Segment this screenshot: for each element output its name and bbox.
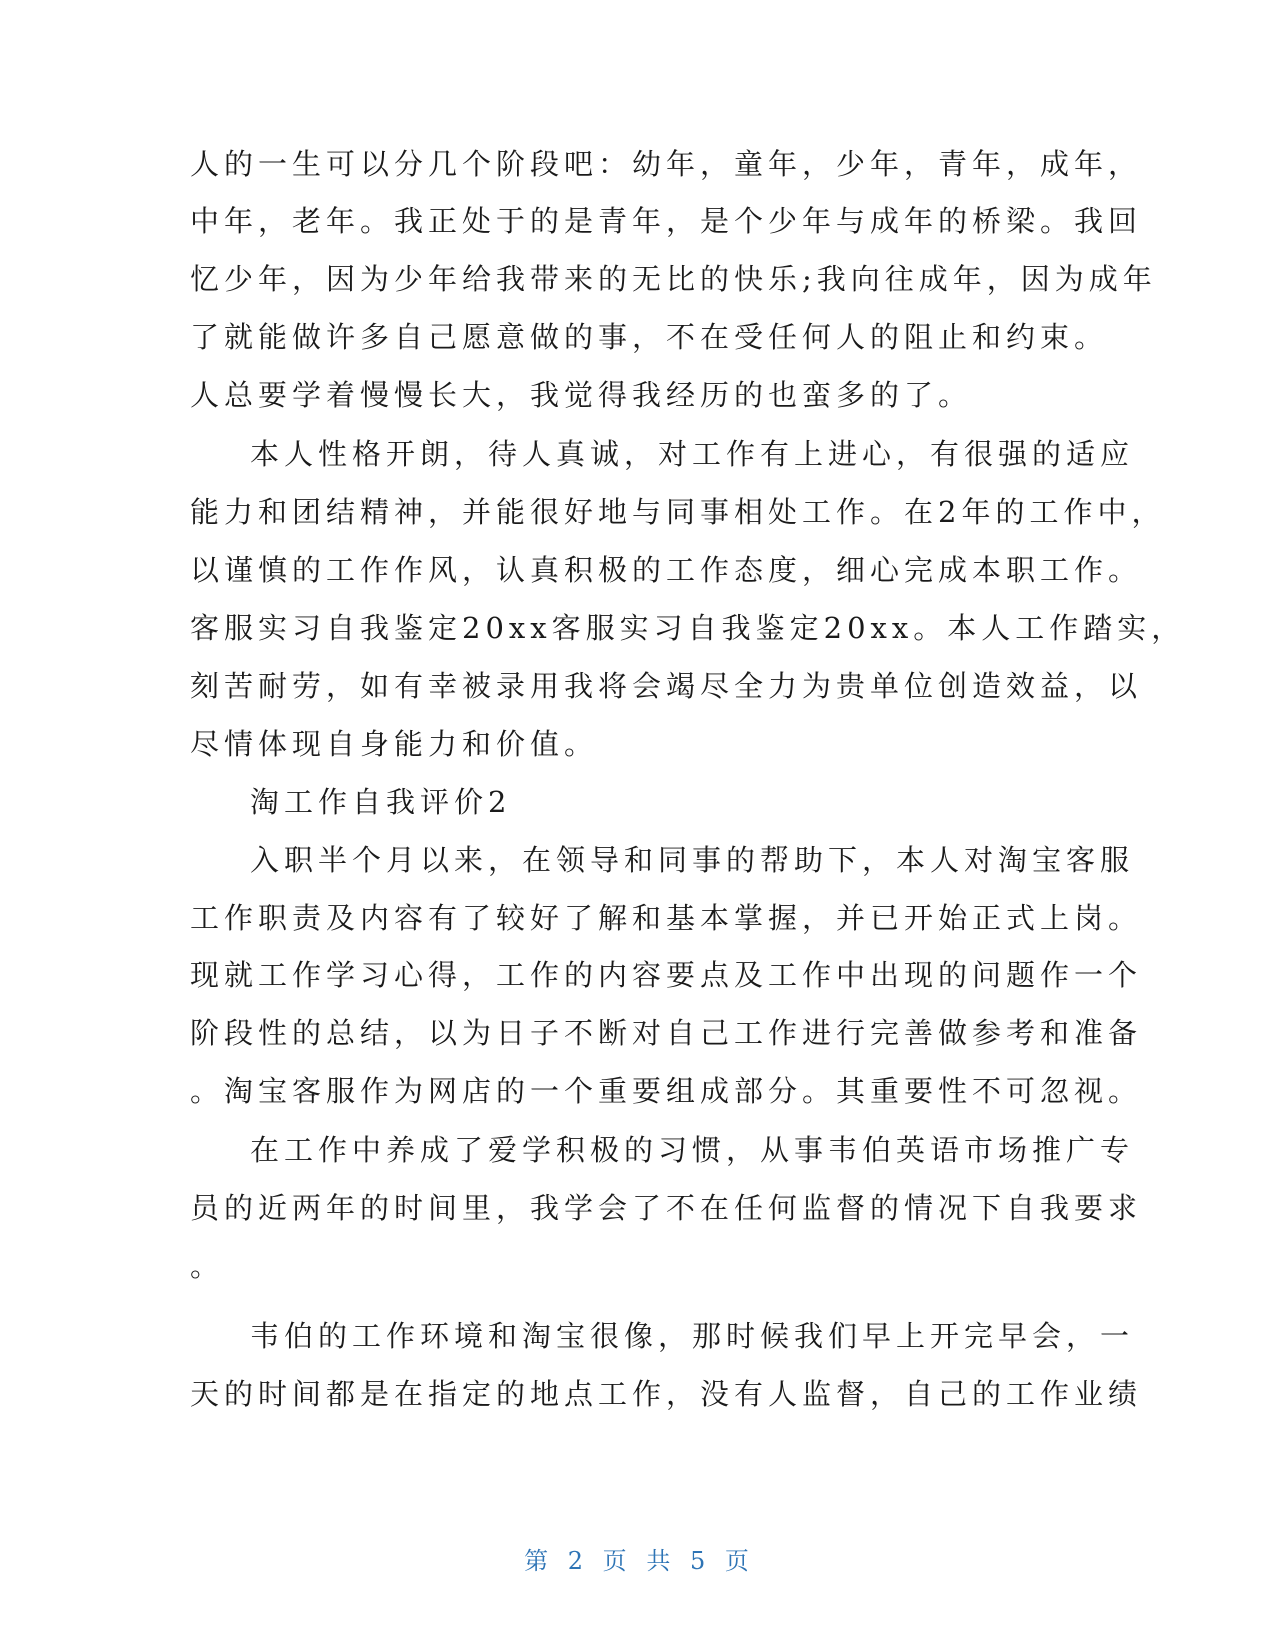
text-line: 。淘宝客服作为网店的一个重要组成部分。其重要性不可忽视。 bbox=[190, 1074, 1143, 1108]
text-line: 中年，老年。我正处于的是青年，是个少年与成年的桥梁。我回 bbox=[190, 204, 1143, 238]
text-line: 阶段性的总结，以为日子不断对自己工作进行完善做参考和准备 bbox=[190, 1016, 1143, 1050]
text-line: 能力和团结精神，并能很好地与同事相处工作。在2年的工作中， bbox=[190, 495, 1166, 529]
text-line: 了就能做许多自己愿意做的事，不在受任何人的阻止和约束。 bbox=[190, 320, 1109, 354]
footer-current-page: 2 bbox=[567, 1547, 586, 1575]
footer-prefix: 第 bbox=[524, 1547, 551, 1575]
footer-total-pages: 5 bbox=[689, 1547, 708, 1575]
text-line: 人总要学着慢慢长大，我觉得我经历的也蛮多的了。 bbox=[190, 378, 973, 412]
text-line: 工作职责及内容有了较好了解和基本掌握，并已开始正式上岗。 bbox=[190, 901, 1143, 935]
text-line: 韦伯的工作环境和淘宝很像，那时候我们早上开完早会，一 bbox=[250, 1319, 1135, 1353]
text-line: 入职半个月以来，在领导和同事的帮助下，本人对淘宝客服 bbox=[250, 843, 1135, 877]
page-number-footer bbox=[0, 1546, 1275, 1576]
footer-page-label: 页 bbox=[602, 1547, 629, 1575]
text-line: 天的时间都是在指定的地点工作，没有人监督，自己的工作业绩 bbox=[190, 1377, 1143, 1411]
text-line: 。 bbox=[190, 1249, 225, 1283]
text-line: 本人性格开朗，待人真诚，对工作有上进心，有很强的适应 bbox=[250, 437, 1135, 471]
text-line: 现就工作学习心得，工作的内容要点及工作中出现的问题作一个 bbox=[190, 958, 1143, 992]
text-line: 忆少年，因为少年给我带来的无比的快乐;我向往成年，因为成年 bbox=[190, 262, 1157, 296]
text-line: 尽情体现自身能力和价值。 bbox=[190, 727, 599, 761]
text-line: 在工作中养成了爱学积极的习惯，从事韦伯英语市场推广专 bbox=[250, 1133, 1135, 1167]
text-line: 以谨慎的工作作风，认真积极的工作态度，细心完成本职工作。 bbox=[190, 553, 1143, 587]
footer-suffix: 页 bbox=[724, 1547, 751, 1575]
text-line: 员的近两年的时间里，我学会了不在任何监督的情况下自我要求 bbox=[190, 1191, 1143, 1225]
text-line: 刻苦耐劳，如有幸被录用我将会竭尽全力为贵单位创造效益，以 bbox=[190, 669, 1143, 703]
footer-total-label: 共 bbox=[646, 1547, 673, 1575]
text-line: 客服实习自我鉴定20xx客服实习自我鉴定20xx。本人工作踏实， bbox=[190, 611, 1186, 645]
section-heading: 淘工作自我评价2 bbox=[250, 785, 512, 819]
text-line: 人的一生可以分几个阶段吧：幼年，童年，少年，青年，成年， bbox=[190, 147, 1143, 181]
